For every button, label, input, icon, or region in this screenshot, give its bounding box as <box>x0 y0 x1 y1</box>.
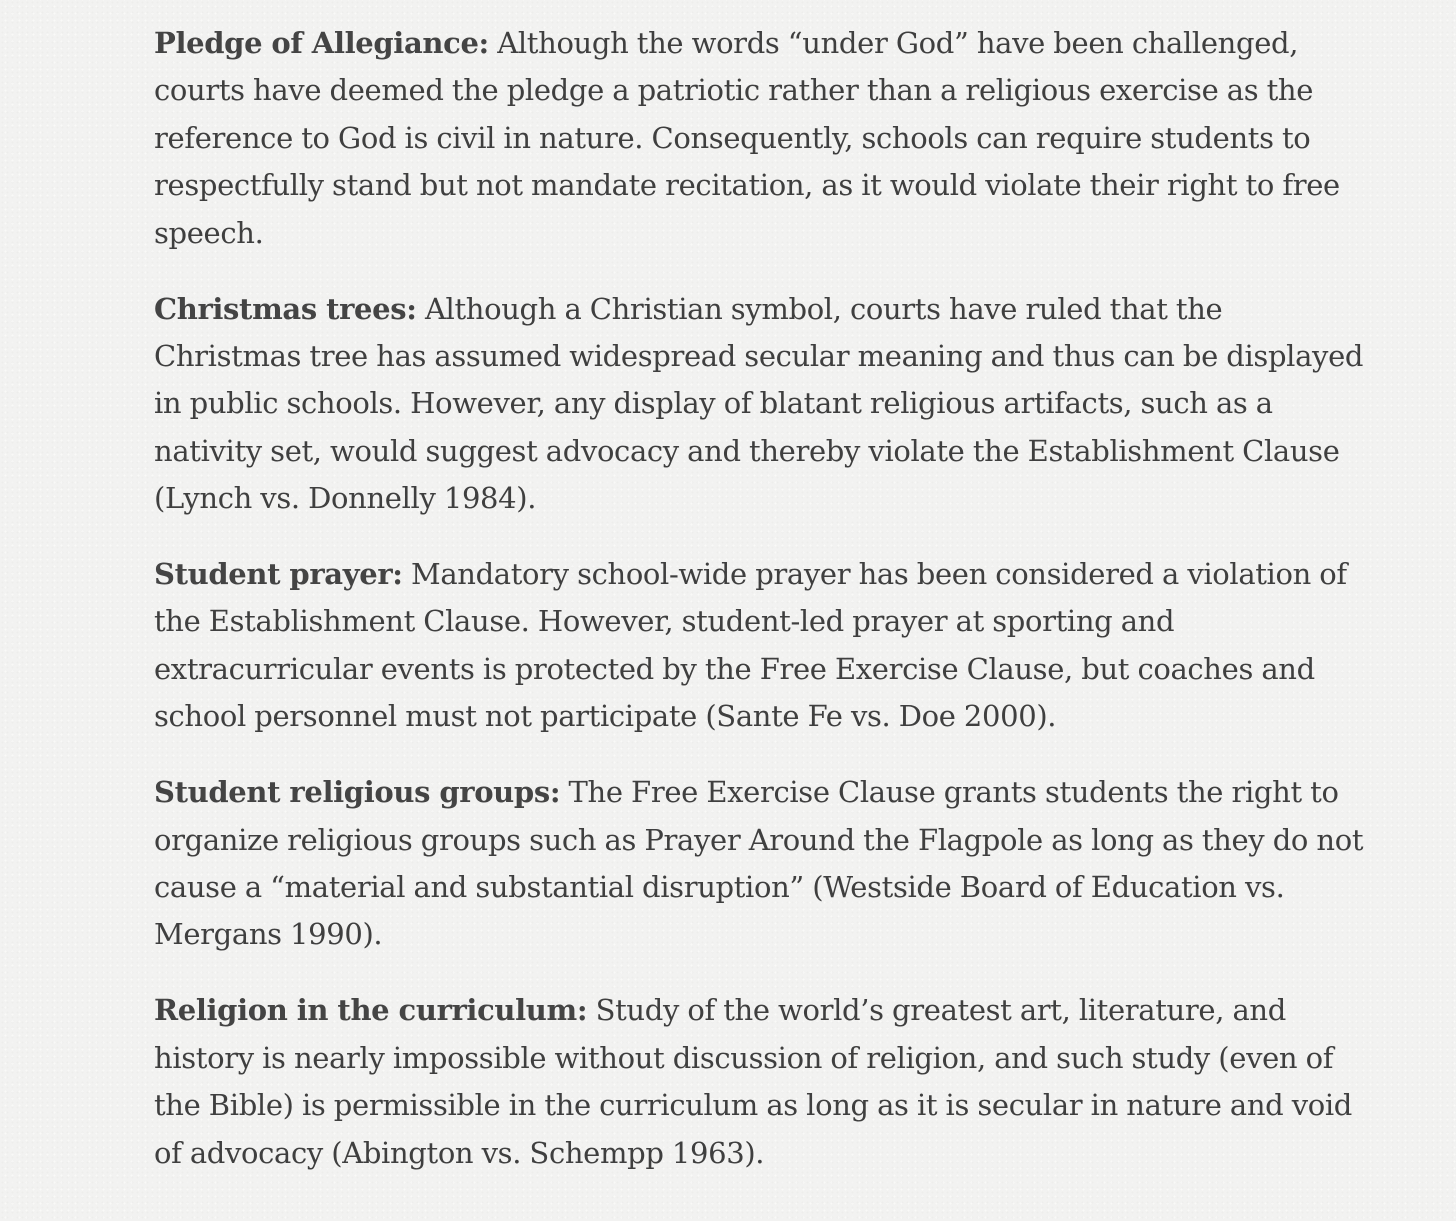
paragraph-religion-in-curriculum <box>154 987 1374 1177</box>
paragraph-christmas-trees <box>154 286 1374 523</box>
entry-text: Although a Christian symbol, courts have ruled that the Christmas tree has assumed widespread secular meaning and thus can be displayed in public schools. However, any display of blatant religious artifacts, such as a nativity set, would suggest advocacy and thereby violate the Establishment Clause (Lynch vs. Donnelly 1984). <box>154 291 1364 516</box>
entry-text: Although the words “under God” have been challenged, courts have deemed the pledge a patriotic rather than a religious exercise as the reference to God is civil in nature. Consequently, schools can require students to respectfully stand but not mandate recitation, as it would violate their right to free speech. <box>154 26 1340 250</box>
entry-term: Pledge of Allegiance: <box>154 26 489 60</box>
entry-term: Christmas trees: <box>154 291 417 326</box>
paragraph-pledge-of-allegiance <box>154 20 1374 257</box>
entry-text: Mandatory school-wide prayer has been considered a violation of the Establishment Clause. However, student-led prayer at sporting and extracurricular events is protected by the Free Exercise Clause, but coaches and school personnel must not participate (Sante Fe vs. Doe 2000). <box>154 557 1347 734</box>
article-body <box>154 20 1374 1177</box>
paragraph-student-religious-groups <box>154 769 1374 959</box>
entry-term: Student prayer: <box>154 557 403 592</box>
entry-term: Student religious groups: <box>154 775 561 810</box>
entry-text: The Free Exercise Clause grants students the right to organize religious groups such as Prayer Around the Flagpole as long as they do not cause a “material and substantial disruption” (Westside Board of Education vs. Mergans 1990). <box>154 775 1364 952</box>
paragraph-student-prayer <box>154 551 1374 741</box>
entry-text: Study of the world’s greatest art, literature, and history is nearly impossible without discussion of religion, and such study (even of the Bible) is permissible in the curriculum as long as it is secular in nature and void of advocacy (Abington vs. Schempp 1963). <box>154 993 1353 1170</box>
entry-term: Religion in the curriculum: <box>154 993 588 1028</box>
